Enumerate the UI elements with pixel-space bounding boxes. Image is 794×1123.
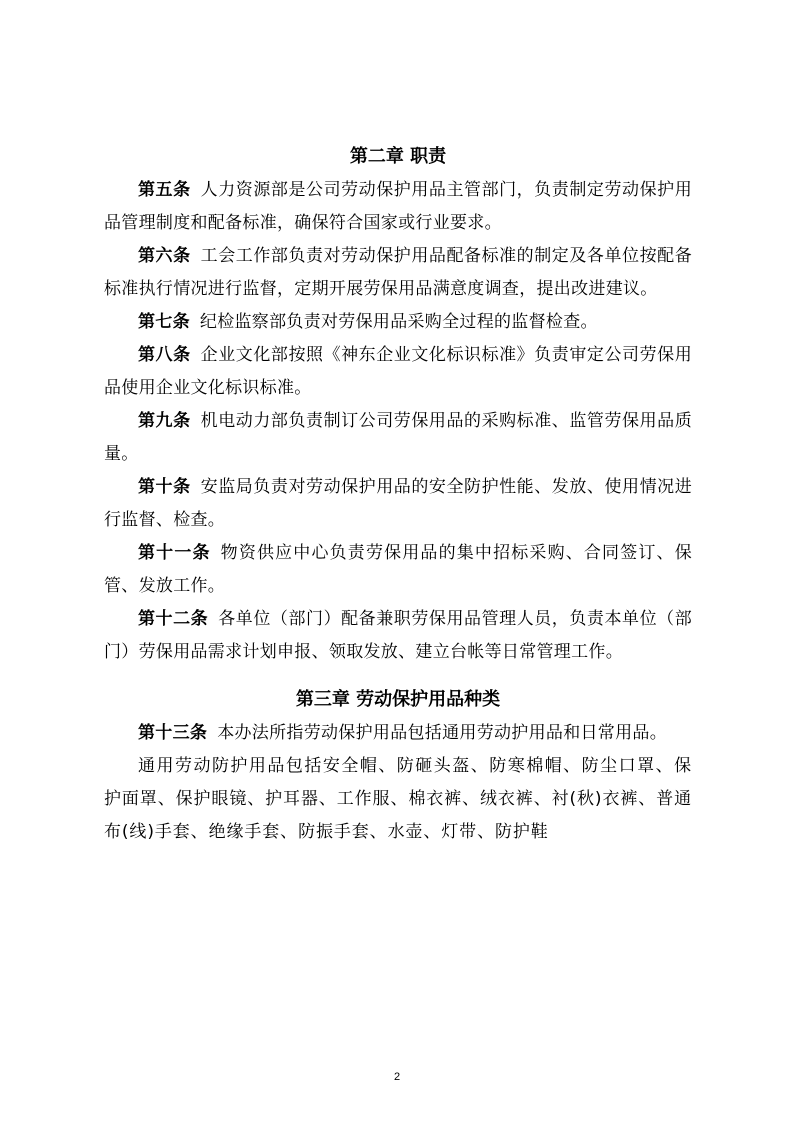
article-number: 第十三条 — [138, 723, 208, 743]
article-10 — [104, 471, 692, 537]
article-text: 人力资源部是公司劳动保护用品主管部门，负责制定劳动保护用品管理制度和配备标准，确保符合国家或行业要求。 — [104, 180, 692, 233]
article-5 — [104, 174, 692, 240]
article-6 — [104, 240, 692, 306]
article-text: 本办法所指劳动保护用品包括通用劳动护用品和日常用品。 — [217, 723, 668, 743]
article-8 — [104, 339, 692, 405]
article-number: 第十条 — [138, 477, 191, 497]
article-text: 各单位（部门）配备兼职劳保用品管理人员，负责本单位（部门）劳保用品需求计划申报、领取发放、建立台帐等日常管理工作。 — [104, 609, 692, 662]
chapter-3-heading: 第三章 劳动保护用品种类 — [295, 689, 501, 710]
article-7 — [104, 306, 692, 339]
article-12 — [104, 603, 692, 669]
article-text: 机电动力部负责制订公司劳保用品的采购标准、监管劳保用品质量。 — [104, 411, 692, 464]
article-text: 工会工作部负责对劳动保护用品配备标准的制定及各单位按配备标准执行情况进行监督，定期开展劳保用品满意度调查，提出改进建议。 — [104, 246, 692, 299]
article-13 — [104, 717, 692, 750]
article-text: 企业文化部按照《神东企业文化标识标准》负责审定公司劳保用品使用企业文化标识标准。 — [104, 345, 692, 398]
article-11 — [104, 537, 692, 603]
article-number: 第六条 — [138, 246, 191, 266]
article-number: 第八条 — [138, 345, 191, 365]
article-text: 纪检监察部负责对劳保用品采购全过程的监督检查。 — [199, 312, 598, 332]
article-number: 第十二条 — [138, 609, 209, 629]
page-number: 2 — [393, 1071, 401, 1083]
article-number: 第五条 — [138, 180, 191, 200]
protective-items-paragraph: 通用劳动防护用品包括安全帽、防砸头盔、防寒棉帽、防尘口罩、保护面罩、保护眼镜、护耳器、工作服、棉衣裤、绒衣裤、衬(秋)衣裤、普通布(线)手套、绝缘手套、防振手套、水壶、灯带、防护鞋 — [104, 756, 692, 842]
article-number: 第七条 — [138, 312, 190, 332]
chapter-2-heading: 第二章 职责 — [349, 146, 447, 167]
article-text: 物资供应中心负责劳保用品的集中招标采购、合同签订、保管、发放工作。 — [104, 543, 692, 596]
article-9 — [104, 405, 692, 471]
article-text: 安监局负责对劳动保护用品的安全防护性能、发放、使用情况进行监督、检查。 — [104, 477, 692, 530]
page-content — [104, 140, 692, 849]
article-number: 第十一条 — [138, 543, 211, 563]
article-number: 第九条 — [138, 411, 191, 431]
